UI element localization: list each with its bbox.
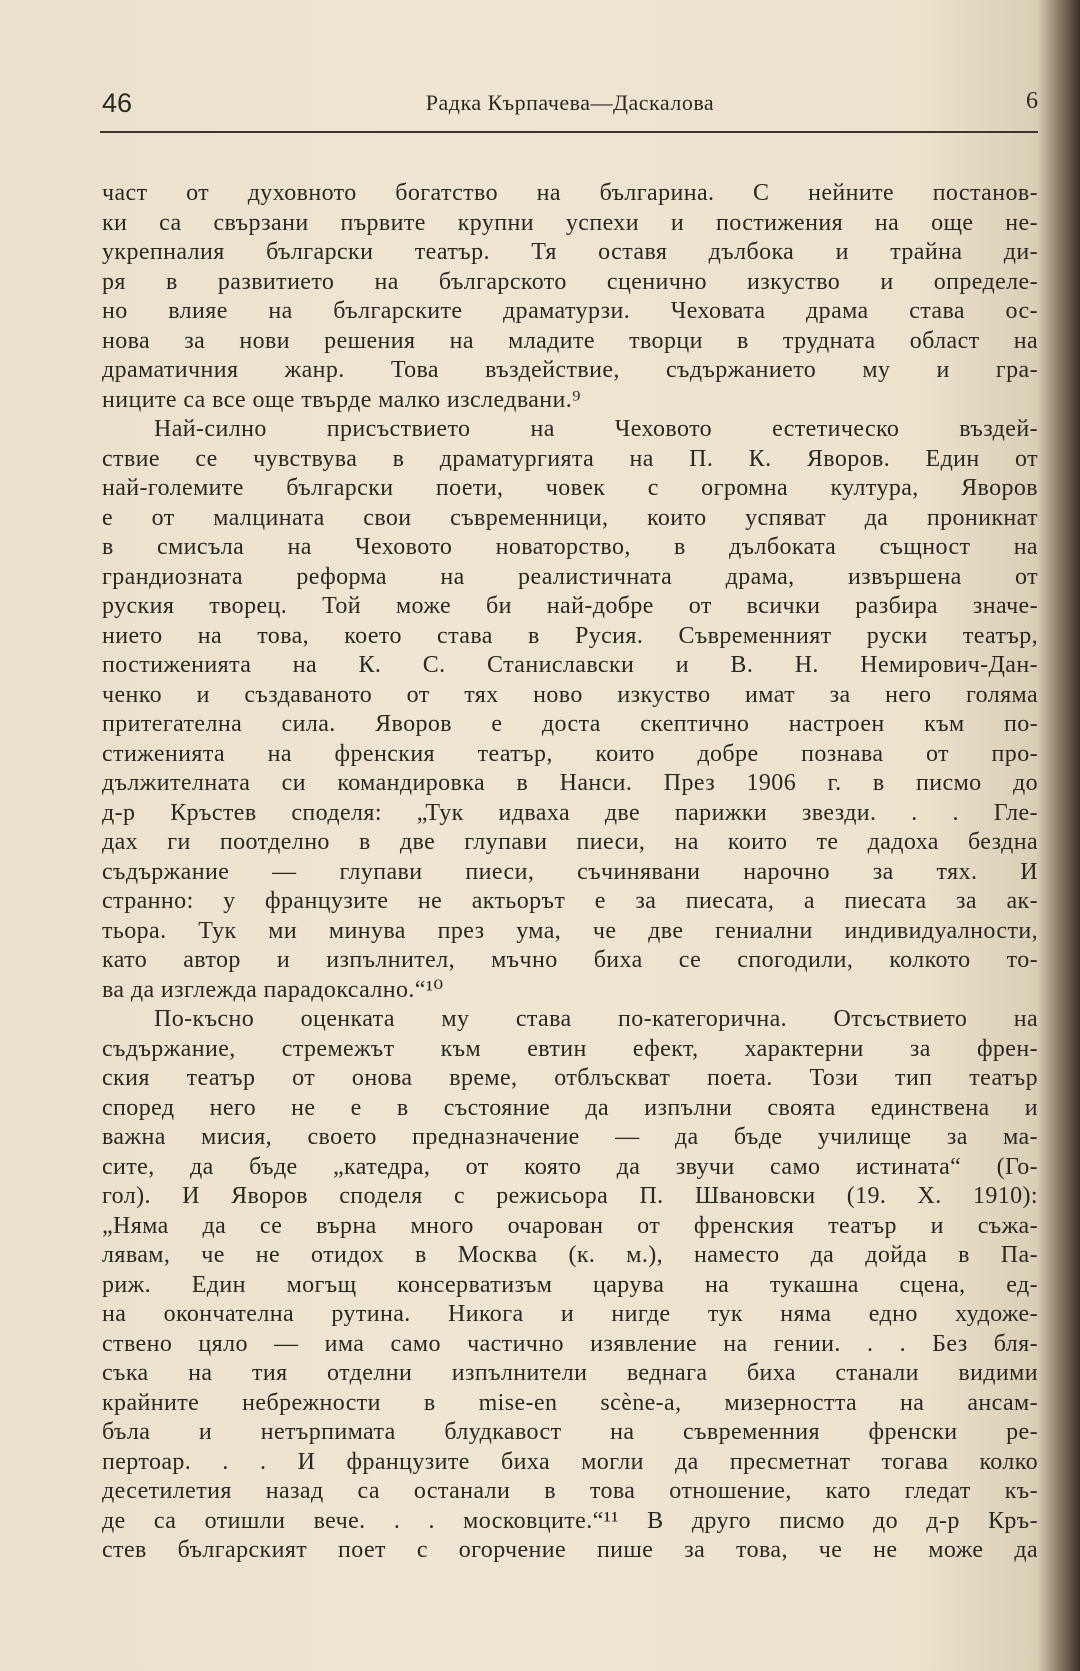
- text-line: съка на тия отделни изпълнители веднага биха станали видими: [102, 1360, 1038, 1386]
- text-line: постиженията на К. С. Станиславски и В. Н. Немирович-Дан-: [102, 652, 1038, 678]
- text-line: ченко и създаваното от тях ново изкуство имат за него голяма: [102, 681, 1038, 708]
- text-line: лявам, че не отидох в Москва (к. м.), наместо да дойда в Па-: [102, 1242, 1038, 1268]
- text-line: де са отишли вече. . . московците.“¹¹ В друго писмо до д-р Кръ-: [102, 1507, 1038, 1534]
- body-text: [102, 179, 1038, 1566]
- text-line: укрепналия български театър. Тя оставя дълбока и трайна ди-: [102, 239, 1038, 265]
- text-line: съдържание, стремежът към евтин ефект, характерни за френ-: [102, 1035, 1038, 1062]
- text-line: част от духовното богатство на българина. С нейните постанов-: [102, 180, 1038, 206]
- text-line: според него не е в състояние да изпълни своята единствена и: [102, 1094, 1038, 1121]
- text-line: Най-силно присъствието на Чеховото естетическо въздей-: [154, 416, 1038, 442]
- page-number: 46: [102, 88, 133, 118]
- text-line: е от малцината свои съвременници, които успяват да проникнат: [102, 504, 1038, 531]
- header-rule: [100, 131, 1038, 133]
- text-line: риж. Един могъщ консерватизъм царува на тукашна сцена, ед-: [102, 1271, 1038, 1298]
- text-line: д-р Кръстев споделя: „Тук идваха две парижки звезди. . . Гле-: [102, 799, 1038, 826]
- text-line: „Няма да се върна много очарован от френския театър и съжа-: [102, 1212, 1038, 1239]
- text-line: По-късно оценката му става по-категорична. Отсъствието на: [154, 1006, 1038, 1032]
- text-line: притегателна сила. Яворов е доста скептично настроен към по-: [102, 711, 1038, 737]
- text-line: дах ги поотделно в две глупави пиеси, на които те дадоха бездна: [102, 829, 1038, 855]
- text-line: стиженията на френския театър, които добре познава от про-: [102, 740, 1038, 767]
- text-line: крайните небрежности в mise-en scène-a, мизерността на ансам-: [102, 1389, 1038, 1416]
- text-line: ствено цяло — има само частично изявление на гении. . . Без бля-: [102, 1330, 1038, 1357]
- text-line: пертоар. . . И французите биха могли да пресметнат тогава колко: [102, 1448, 1038, 1475]
- text-line: стев българският поет с огорчение пише за това, че не може да: [102, 1537, 1038, 1563]
- text-line: но влияе на българските драматурзи. Чеховата драма става ос-: [102, 298, 1038, 324]
- text-line: дължителната си командировка в Нанси. През 1906 г. в писмо до: [102, 770, 1038, 796]
- running-title: Радка Кърпачева—Даскалова: [425, 90, 715, 115]
- page-header: [102, 82, 1038, 122]
- text-line: като автор и изпълнител, мъчно биха се спогодили, колкото то-: [102, 947, 1038, 973]
- text-line: драматичния жанр. Това въздействие, съдържанието му и гра-: [102, 357, 1038, 383]
- text-line: сите, да бъде „катедра, от която да звучи само истината“ (Го-: [102, 1153, 1038, 1180]
- text-line: ря в развитието на българското сценично изкуство и определе-: [102, 268, 1038, 295]
- text-line: съдържание — глупави пиеси, съчинявани нарочно за тях. И: [102, 858, 1038, 885]
- text-line: десетилетия назад са останали в това отношение, като гледат къ-: [102, 1478, 1038, 1504]
- text-line: на окончателна рутина. Никога и нигде тук няма едно художе-: [102, 1301, 1038, 1327]
- text-line: бъла и нетърпимата блудкавост на съвременния френски ре-: [102, 1419, 1038, 1445]
- text-line: грандиозната реформа на реалистичната драма, извършена от: [102, 563, 1038, 590]
- text-line: странно: у французите не актьорът е за пиесата, а пиесата за ак-: [102, 888, 1038, 914]
- text-line: руския творец. Той може би най-добре от всички разбира значе-: [102, 593, 1038, 619]
- signature-mark: 6: [1026, 88, 1038, 114]
- text-line: важна мисия, своето предназначение — да бъде училище за ма-: [102, 1124, 1038, 1150]
- text-line: нова за нови решения на младите творци в трудната област на: [102, 327, 1038, 354]
- text-line: ки са свързани първите крупни успехи и постижения на още не-: [102, 209, 1038, 236]
- text-line: ствие се чувствува в драматургията на П. К. Яворов. Един от: [102, 445, 1038, 472]
- text-line: ския театър от онова време, отблъскват поета. Този тип театър: [102, 1065, 1038, 1091]
- text-line: ниците са все още твърде малко изследвани.⁹: [102, 386, 581, 413]
- text-line: тьора. Тук ми минува през ума, че две гениални индивидуалности,: [102, 917, 1038, 944]
- text-line: в смисъла на Чеховото новаторство, в дълбоката същност на: [102, 534, 1038, 560]
- text-line: нието на това, което става в Русия. Съвременният руски театър,: [102, 622, 1038, 649]
- text-line: най-големите български поети, човек с огромна култура, Яворов: [102, 475, 1038, 501]
- text-line: гол). И Яворов споделя с режисьора П. Швановски (19. X. 1910):: [102, 1183, 1038, 1209]
- text-line: ва да изглежда парадоксално.“¹⁰: [102, 976, 444, 1003]
